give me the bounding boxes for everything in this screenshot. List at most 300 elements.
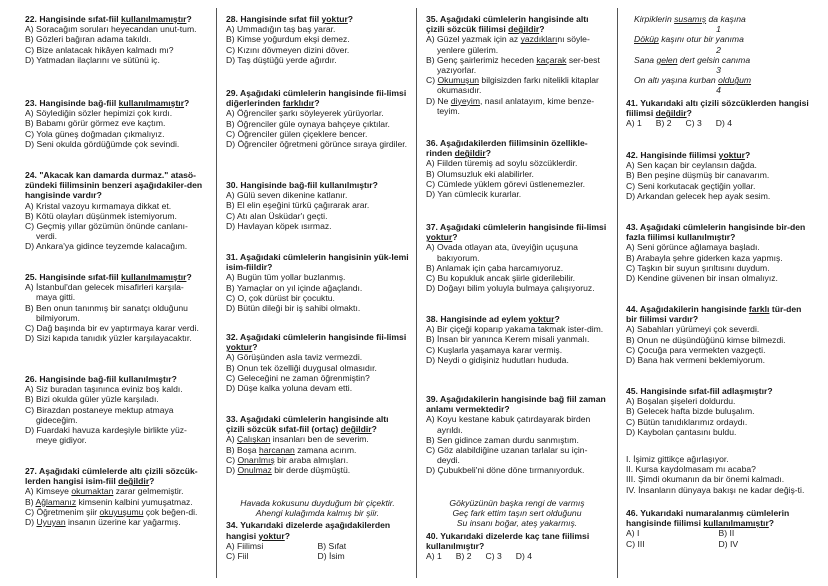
poem-line: Ahengi kulağımda kalmış bir şiir. — [255, 508, 380, 519]
answer-option[interactable]: C) Fiil — [226, 551, 249, 562]
option-text: insanları ben de severim. — [270, 434, 369, 445]
question-stem — [426, 14, 608, 34]
question-stem — [626, 508, 811, 528]
stem-text: Hangisinde ad eylem — [440, 314, 529, 324]
question-45 — [626, 386, 811, 437]
options — [426, 158, 608, 199]
answer-option[interactable] — [426, 55, 608, 75]
question-31 — [226, 252, 409, 313]
answer-option[interactable] — [426, 75, 608, 95]
answer-option[interactable]: C) O, çok dürüst bir çocuktu. — [226, 292, 335, 303]
answer-option[interactable]: D) Ankara'ya gidince teyzemde kalacağım. — [25, 241, 188, 252]
poem-lines — [426, 498, 608, 529]
stem-text: Hangisinde fiilimsi — [640, 150, 719, 160]
answer-option[interactable]: A) Görüşünden asla taviz vermezdi. — [226, 352, 363, 363]
answer-option[interactable]: A) I — [626, 528, 640, 539]
question-stem — [426, 314, 608, 324]
poem-underlined: gelen — [656, 54, 678, 65]
options — [626, 160, 811, 201]
stem-underlined: değildir — [454, 148, 486, 159]
options — [226, 434, 409, 475]
question-35 — [426, 14, 608, 116]
answer-option[interactable]: D) Yan cümlecik kurarlar. — [426, 189, 522, 200]
options — [626, 324, 811, 365]
answer-option[interactable]: B) Olumsuzluk eki alabilirler. — [426, 168, 534, 179]
question-stem — [25, 170, 203, 201]
option-underlined: diyeyim — [450, 95, 480, 106]
stem-underlined: kullanılmamıştır — [121, 14, 187, 24]
question-number: 29. — [226, 88, 241, 98]
stem-text: Aşağıdaki cümlelerin hangisinde altı çizili sözcük fiilimsi — [426, 14, 589, 35]
option-text: çok beğen-di. — [143, 506, 198, 517]
question-33 — [226, 414, 409, 475]
answer-option[interactable]: C) Seni korkutacak geçtiğin yollar. — [626, 180, 756, 191]
answer-option[interactable]: C) Kızını dövmeyen dizini döver. — [226, 44, 350, 55]
answer-option[interactable]: B) Kimse yoğurdum ekşi demez. — [226, 34, 350, 45]
answer-option[interactable]: A) Sabahları yürümeyi çok severdi. — [626, 324, 760, 335]
stem-text: ? — [485, 148, 491, 159]
answer-option[interactable]: C) Cümlede yüklem görevi üstlenemezler. — [426, 178, 586, 189]
option-text: bilgisizden farkı nitelikli kitaplar okumasıdır. — [437, 75, 599, 96]
stem-text: ? — [452, 232, 458, 243]
question-number: 22. — [25, 14, 40, 24]
question-number: 44. — [626, 304, 641, 314]
answer-option[interactable]: C) Taşkın bir suyun şırıltısını duydum. — [626, 262, 770, 273]
option-text: kimsenin kalbini yumuşatmaz. — [76, 496, 193, 507]
options — [25, 24, 203, 65]
poem-text: dert gelsin canıma — [677, 54, 751, 65]
answer-option[interactable]: D) Çubukbeli'ni döne döne tırmanıyorduk. — [426, 465, 585, 476]
question-number: 24. — [25, 170, 40, 180]
poem-block — [626, 14, 811, 96]
answer-option[interactable]: C) Yola güneş doğmadan çıkmalıyız. — [25, 128, 165, 139]
stem-text: Hangisinde bağ-fiil kullanılmıştır? — [39, 374, 177, 384]
option-text: C) — [426, 75, 438, 86]
answer-option[interactable]: C) Dağ başında bir ev yaptırmaya karar verdi. — [25, 323, 199, 334]
stem-text: Hangisinde bağ-fiil kullanılmıştır? — [240, 180, 378, 190]
column-divider — [617, 8, 618, 578]
answer-option[interactable]: C) III — [626, 538, 645, 549]
answer-option[interactable]: A) Fiilimsi — [226, 540, 264, 551]
question-number: 38. — [426, 314, 441, 324]
stem-text: Aşağıdaki cümlelerin hangisinde bir-den fazla fiilimsi kullanılmıştır? — [626, 222, 806, 243]
poem-number: 1 — [716, 24, 721, 35]
answer-option[interactable]: A) Bugün tüm yollar buzlanmış. — [226, 272, 346, 283]
answer-option[interactable]: D) Kaybolan çantasını buldu. — [626, 426, 737, 437]
roman-item: IV. İnsanların dünyaya bakışı ne kadar değiş-ti. — [626, 484, 805, 495]
question-number: 41. — [626, 98, 641, 108]
answer-option[interactable]: C) Atı alan Üsküdar'ı geçti. — [226, 210, 328, 221]
answer-option[interactable]: A) İstanbul'dan gelecek misafirleri karşıla-maya gitti. — [25, 282, 184, 303]
poem-text: Kirpiklerin — [634, 14, 675, 24]
options — [626, 242, 811, 283]
answer-option[interactable]: A) Söylediğin sözler hepimizi çok kırdı. — [25, 108, 173, 119]
poem-line — [626, 14, 811, 24]
options — [25, 282, 203, 343]
question-number: 28. — [226, 14, 241, 24]
question-stem — [626, 222, 811, 242]
roman-item: III. Şimdi okumanın da bir önemi kalmadı. — [626, 474, 785, 485]
answer-option[interactable]: D) Doğayı bilim yoluyla bulmaya çalışıyoruz. — [426, 283, 595, 294]
answer-option[interactable]: C) Kuşlarla yaşamaya karar vermiş. — [426, 344, 563, 355]
poem-number: 2 — [716, 44, 721, 55]
question-30 — [226, 180, 409, 231]
poem-line: Havada kokusunu duyduğum bir çiçektir. — [240, 498, 395, 508]
answer-option[interactable]: B) Arabayla şehre giderken kaza yapmış. — [626, 252, 783, 263]
answer-option[interactable]: C) Bütün tanıdıklarımız ordaydı. — [626, 416, 748, 427]
stem-text: Aşağıdakilerden fiilimsinin özellikle-rinden — [426, 138, 588, 159]
question-stem — [226, 414, 409, 434]
stem-text: Aşağıdaki cümlelerin hangisinde altı çizili sözcük sıfat-fiil (ortaç) — [226, 414, 389, 435]
question-number: 45. — [626, 386, 641, 396]
answer-option[interactable]: A) Seni görünce ağlamaya başladı. — [626, 242, 760, 253]
answer-option[interactable]: B) Kötü olayları düşünmek istemiyorum. — [25, 210, 177, 221]
answer-option[interactable]: B) İnsan bir yanınca Kerem misali yanmalı. — [426, 334, 590, 345]
answer-option[interactable]: B) Öğrenciler güle oynaya bahçeye çıktılar. — [226, 118, 390, 129]
question-stem — [626, 150, 811, 160]
stem-text: Hangisinde sıfat-fiil adlaşmıştır? — [640, 386, 773, 396]
question-number: 34. — [226, 520, 241, 531]
question-number: 37. — [426, 222, 441, 232]
answer-option[interactable]: D) Sizi kapıda tanıdık yüzler karşılayacaktır. — [25, 333, 192, 344]
question-stem — [226, 520, 409, 540]
answer-option[interactable]: C) 3 — [685, 118, 702, 129]
answer-option[interactable] — [226, 434, 409, 444]
answer-option[interactable]: A) Öğrenciler şarkı söyleyerek yürüyorlar. — [226, 108, 384, 119]
question-stem — [226, 14, 409, 24]
options — [426, 242, 608, 293]
options — [626, 396, 811, 437]
stem-text: Aşağıdaki cümlelerin hangisinde fii-limsi — [440, 222, 607, 232]
question-29 — [226, 88, 409, 149]
question-stem — [25, 14, 203, 24]
answer-option[interactable]: D) 4 — [515, 551, 533, 562]
options — [426, 34, 608, 116]
answer-option[interactable] — [25, 486, 203, 496]
stem-text: Yukarıdaki altı çizili sözcüklerden hangisi fiilimsi — [626, 98, 809, 119]
option-underlined: Okumuşun — [437, 75, 480, 86]
stem-text: Hangisinde bağ-fiil — [39, 98, 119, 108]
answer-option[interactable]: B) Babamı görür görmez eve kaçtım. — [25, 118, 166, 129]
stem-text: Hangisinde sıfat fiil — [240, 14, 322, 24]
poem-lines — [226, 498, 409, 518]
question-43 — [626, 222, 811, 283]
option-text: A) — [226, 434, 237, 445]
question-24 — [25, 170, 203, 252]
options — [226, 352, 409, 393]
question-26 — [25, 374, 203, 445]
options — [25, 384, 203, 445]
question-number: 33. — [226, 414, 241, 424]
question-number: 27. — [25, 466, 40, 476]
option-underlined: Uyuyan — [36, 517, 66, 528]
answer-option[interactable]: B) II — [718, 528, 735, 539]
answer-option[interactable]: D) İsim — [317, 551, 345, 562]
option-text: ser-best yazıyorlar. — [437, 54, 600, 76]
answer-option[interactable]: B) Ben onun tanınmış bir sanatçı olduğunu bilmiyorum. — [25, 302, 188, 323]
question-stem — [426, 531, 608, 551]
answer-option[interactable] — [226, 445, 409, 455]
question-number: 42. — [626, 150, 641, 160]
question-number: 26. — [25, 374, 40, 384]
stem-text: Aşağıdaki cümlelerin hangisinde fii-limsi — [240, 332, 407, 342]
answer-option[interactable]: B) Ben peşine düşmüş bir canavarım. — [626, 170, 770, 181]
question-44 — [626, 304, 811, 365]
stem-text: ? — [686, 108, 692, 119]
option-underlined: Onulmaz — [237, 465, 272, 476]
options — [226, 190, 409, 231]
answer-option[interactable]: A) Gülü seven dikenine katlanır. — [226, 190, 348, 201]
answer-option[interactable]: A) Kristal vazoyu kırmamaya dikkat et. — [25, 200, 172, 211]
poem-line — [626, 75, 811, 85]
answer-option[interactable]: C) Bize anlatacak hikâyen kalmadı mı? — [25, 44, 174, 55]
poem-line — [626, 34, 811, 44]
answer-option[interactable]: D) Neydi o gidişiniz hudutları hududa. — [426, 354, 569, 365]
stem-text: ? — [184, 98, 190, 108]
stem-text: ? — [149, 476, 155, 487]
option-text: D) — [226, 465, 238, 476]
question-number: 46. — [626, 508, 641, 518]
question-number: 36. — [426, 138, 441, 148]
stem-text: ? — [539, 24, 545, 35]
answer-option[interactable] — [25, 517, 203, 527]
poem-text: kaşını otur bir yanıma — [658, 34, 744, 45]
stem-underlined: yoktur — [258, 530, 285, 541]
question-number: 32. — [226, 332, 241, 342]
option-underlined: okuyuşumu — [99, 506, 144, 517]
answer-option[interactable]: D) Bütün dileği bir iş sahibi olmaktı. — [226, 303, 361, 314]
options — [25, 486, 203, 527]
option-text: zarar gelmemiştir. — [113, 486, 184, 497]
poem-number: 4 — [716, 85, 721, 96]
stem-text: ? — [186, 14, 192, 24]
question-34 — [226, 498, 409, 561]
stem-text: ? — [768, 518, 775, 529]
question-stem — [426, 222, 608, 242]
options — [226, 24, 409, 65]
roman-list — [626, 454, 811, 495]
question-25 — [25, 272, 203, 343]
question-number: 31. — [226, 252, 241, 262]
question-stem — [226, 252, 409, 272]
answer-option[interactable]: A) Siz buradan taşınınca eviniz boş kaldı. — [25, 384, 183, 395]
answer-option[interactable]: C) Çocuğa para vermekten vazgeçti. — [626, 344, 766, 355]
answer-option[interactable]: D) Düşe kalka yoluna devam etti. — [226, 383, 353, 394]
option-text: A) Kimseye — [25, 486, 72, 497]
option-underlined: Onarılmış — [237, 454, 275, 465]
stem-text: Aşağıdaki cümlelerin hangisinde fii-limsi diğerlerinden — [226, 88, 407, 109]
answer-option[interactable] — [25, 497, 203, 507]
options — [226, 272, 409, 313]
question-stem — [226, 88, 409, 108]
stem-underlined: değildir — [508, 24, 540, 35]
answer-option[interactable]: B) El elin eşeğini türkü çağırarak arar. — [226, 200, 370, 211]
answer-option[interactable]: C) Geçmiş yıllar gözümün önünde canlanı-verdi. — [25, 221, 188, 242]
option-underlined: Ağlamanız — [35, 496, 77, 507]
option-underlined: kaçarak — [536, 54, 567, 65]
poem-text: da kaşına — [706, 14, 746, 24]
answer-option[interactable]: A) Sen kaçan bir ceylansın dağda. — [626, 160, 757, 171]
question-28 — [226, 14, 409, 65]
question-23 — [25, 98, 203, 149]
poem-line — [626, 55, 811, 65]
answer-option[interactable] — [426, 96, 608, 116]
option-text: C) Öğretmenim şiir — [25, 506, 100, 517]
answer-option[interactable]: A) Soracağım soruları heyecandan unut-tum. — [25, 24, 197, 35]
question-stem — [626, 304, 811, 324]
answer-option[interactable]: A) 1 — [426, 551, 442, 562]
stem-text: Yukarıdaki dizelerde aşağıdakilerden hangisi — [226, 520, 391, 541]
answer-option[interactable]: C) Öğrenciler gülen çiçeklere bencer. — [226, 128, 368, 139]
answer-option[interactable]: B) Onun tek özelliği duygusal olmasıdır. — [226, 362, 377, 373]
answer-option[interactable]: B) Sen gidince zaman durdu sanmıştım. — [426, 434, 579, 445]
answer-option[interactable]: B) Gözleri bağıran adama takıldı. — [25, 34, 152, 45]
option-text: A) Güzel yazmak için az — [426, 34, 521, 45]
answer-option[interactable]: B) 2 — [455, 551, 472, 562]
answer-option[interactable]: D) 4 — [715, 118, 733, 129]
answer-option[interactable]: A) Koyu kestane kabuk çatırdayarak birden ayrıldı. — [426, 414, 591, 435]
stem-text: Hangisinde sıfat-fiil — [39, 272, 121, 282]
question-stem — [226, 180, 409, 190]
answer-option[interactable]: C) Bu kopukluk ancak şiirle giderilebilir. — [426, 273, 576, 284]
answer-option[interactable]: B) Bizi okulda güler yüzle karşıladı. — [25, 394, 159, 405]
stem-underlined: farklıdır — [282, 98, 315, 109]
question-46 — [626, 508, 811, 549]
question-stem — [426, 394, 608, 414]
stem-text: Aşağıdakilerin hangisinde bağ fiil zaman anlamı vermektedir? — [426, 394, 606, 415]
question-number: 25. — [25, 272, 40, 282]
stem-underlined: kullanılmamıştır — [118, 98, 185, 108]
stem-underlined: yoktur — [426, 232, 453, 243]
answer-option[interactable]: D) Yatmadan ilaçlarını ve sütünü iç. — [25, 54, 160, 65]
stem-text: ? — [744, 150, 751, 160]
stem-text: Aşağıdakilerin hangisinde — [640, 304, 749, 314]
option-text: D) Ne — [426, 95, 451, 106]
answer-option[interactable]: D) Fuardaki havuza kardeşiyle birlikte yüz-meye gidiyor. — [25, 425, 187, 446]
answer-option[interactable]: C) Geleceğini ne zaman öğrenmiştin? — [226, 372, 370, 383]
answer-option[interactable]: C) Birazdan postaneye mektup atmaya gideceğim. — [25, 404, 174, 425]
answer-option[interactable]: D) Arkandan gelecek hep ayak sesim. — [626, 190, 771, 201]
option-text: B) Boşa — [226, 444, 259, 455]
poem-underlined: susamış — [674, 14, 707, 24]
answer-option[interactable]: A) Boşalan şişeleri doldurdu. — [626, 396, 736, 407]
answer-option[interactable]: A) Ovada otlayan ata, üveyiğin uçuşuna bakıyorum. — [426, 242, 578, 263]
question-40 — [426, 498, 608, 561]
options — [426, 414, 608, 475]
stem-underlined: değildir — [655, 108, 687, 119]
option-underlined: Çalışkan — [236, 434, 271, 445]
option-underlined: okumaktan — [71, 486, 114, 497]
answer-option[interactable]: D) Bana hak vermeni beklemiyorum. — [626, 355, 765, 366]
poem-line: Geç fark ettim taşın sert olduğunu — [452, 508, 582, 519]
answer-option[interactable]: C) Göz alabildiğine uzanan tarlalar su için-deydi. — [426, 445, 588, 466]
answer-option[interactable]: B) Onun ne düşündüğünü kimse bilmezdi. — [626, 334, 786, 345]
stem-text: ? — [314, 98, 320, 109]
stem-underlined: yoktur — [226, 342, 253, 353]
question-39 — [426, 394, 608, 476]
option-text: bir araba almışları. — [274, 454, 349, 465]
column-divider — [416, 8, 417, 578]
stem-text: Aşağıdaki cümlelerde altı çizili sözcük-lerden hangisi isim-fiil — [25, 466, 198, 487]
question-number: 30. — [226, 180, 241, 190]
stem-text: Aşağıdaki cümlelerin hangisinin yük-lemi isim-fiildir? — [226, 252, 409, 273]
stem-text: ? — [347, 14, 354, 24]
answer-option[interactable]: C) 3 — [485, 551, 502, 562]
stem-text: ? — [252, 342, 258, 353]
answer-option[interactable]: A) Ummadığın taş baş yarar. — [226, 24, 336, 35]
stem-text: ? — [554, 314, 560, 324]
stem-underlined: kullanılmamıştır — [121, 272, 187, 282]
question-stem — [426, 138, 608, 158]
answer-option[interactable]: A) Bir çiçeği koparıp yakama takmak ister-dim. — [426, 324, 604, 335]
option-text: insanın üzerine kar yağarmış. — [65, 517, 181, 528]
options — [426, 324, 608, 365]
question-stem — [25, 374, 203, 384]
answer-option[interactable]: D) IV — [718, 538, 739, 549]
stem-text: Yukarıdaki numaralanmış cümlelerin hangisinde fiilimsi — [626, 508, 790, 529]
options — [426, 551, 608, 561]
options — [226, 108, 409, 149]
question-stem — [226, 332, 409, 352]
question-number: 23. — [25, 98, 40, 108]
question-number: 40. — [426, 530, 441, 541]
option-text: zamana acırım. — [294, 444, 357, 455]
question-stem — [25, 98, 203, 108]
answer-option[interactable] — [226, 465, 409, 475]
option-text: , nasıl anlatayım, kime benze-teyim. — [437, 95, 595, 116]
answer-option[interactable]: B) 2 — [655, 118, 672, 129]
answer-option[interactable]: D) Seni okulda gördüğümde çok sevindi. — [25, 138, 180, 149]
answer-option[interactable]: D) Kendine güvenen bir insan olmalıyız. — [626, 273, 778, 284]
question-stem — [25, 272, 203, 282]
option-text: B) — [25, 496, 36, 507]
answer-option[interactable] — [25, 507, 203, 517]
answer-option[interactable]: B) Sıfat — [317, 540, 347, 551]
answer-option[interactable] — [226, 455, 409, 465]
roman-item: I. İşimiz gittikçe ağırlaşıyor. — [626, 454, 729, 464]
answer-option[interactable]: B) Anlamak için çaba harcamıyoruz. — [426, 262, 564, 273]
answer-option[interactable]: A) 1 — [626, 118, 642, 129]
answer-option[interactable]: B) Yamaçlar on yıl içinde ağaçlandı. — [226, 282, 363, 293]
stem-text: Hangisinde sıfat-fiil — [39, 14, 121, 24]
question-stem — [626, 386, 811, 396]
option-text: bir derde düşmüştü. — [271, 465, 351, 476]
option-text: B) Genç şairlerimiz heceden — [426, 54, 537, 65]
stem-underlined: yoktur — [718, 150, 745, 160]
stem-underlined: kullanılmamıştır — [703, 518, 769, 529]
question-number: 43. — [626, 222, 641, 232]
question-number: 35. — [426, 14, 441, 24]
answer-option[interactable] — [426, 34, 608, 54]
answer-option[interactable]: D) Taş düştüğü yerde ağırdır. — [226, 54, 337, 65]
question-27 — [25, 466, 203, 527]
roman-item: II. Kursa kaydolmasam mı acaba? — [626, 464, 756, 475]
answer-option[interactable]: D) Havlayan köpek ısırmaz. — [226, 220, 332, 231]
option-underlined: harcanan — [258, 444, 295, 455]
poem-text: Sana — [634, 54, 657, 65]
stem-text: Yukarıdaki dizelerde kaç tane fiilimsi kullanılmıştır? — [426, 530, 590, 551]
stem-underlined: yoktur — [528, 314, 555, 324]
options — [25, 108, 203, 149]
poem-text: On altı yaşına kurban — [634, 75, 719, 86]
answer-option[interactable]: A) Fiilden türemiş ad soylu sözcüklerdir. — [426, 158, 578, 169]
option-text: C) — [226, 454, 238, 465]
options — [25, 201, 203, 252]
question-32 — [226, 332, 409, 393]
answer-option[interactable]: B) Gelecek hafta bizde buluşalım. — [626, 406, 755, 417]
poem-underlined: Döküp — [634, 34, 659, 45]
answer-option[interactable]: D) Öğrenciler öğretmeni görünce sıraya girdiler. — [226, 139, 408, 150]
